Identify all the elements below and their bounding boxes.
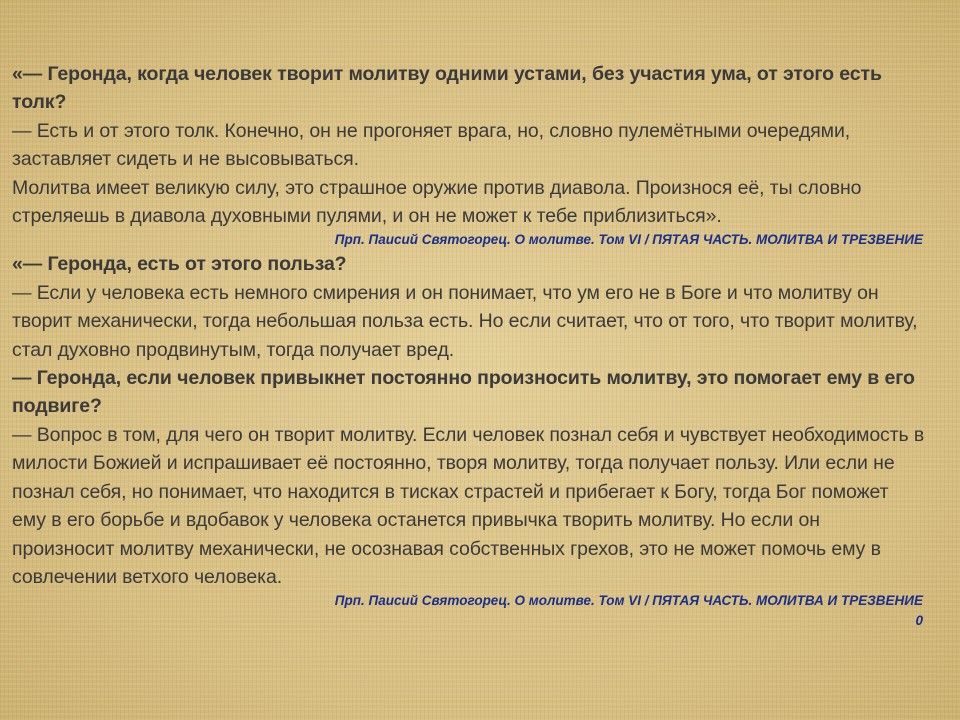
citation-2: Прп. Паисий Святогорец. О молитве. Том VI / ПЯТАЯ ЧАСТЬ. МОЛИТВА И ТРЕЗВЕНИЕ	[334, 593, 923, 609]
citation-1: Прп. Паисий Святогорец. О молитве. Том VI / ПЯТАЯ ЧАСТЬ. МОЛИТВА И ТРЕЗВЕНИЕ	[334, 232, 923, 248]
answer-1b: Молитва имеет великую силу, это страшное оружие против диавола. Произнося её, ты словно стреляешь в диавола духовными пулями, и он не может к тебе приблизиться».	[12, 176, 862, 228]
answer-1a: — Есть и от этого толк. Конечно, он не прогоняет врага, но, словно пулемётными очередями, заставляет сидеть и не высовываться.	[12, 119, 851, 171]
slide-body	[12, 60, 927, 715]
citation-2-suffix: 0	[915, 613, 923, 629]
question-1: «— Геронда, когда человек творит молитву одними устами, без участия ума, от этого есть толк?	[12, 63, 882, 114]
answer-2: — Если у человека есть немного смирения и он понимает, что ум его не в Боге и что молитву он творит механически, тогда небольшая польза есть. Но если считает, что от того, что творит молитву, стал духовно продвинутым, тогда получает вред.	[12, 281, 918, 361]
question-2: «— Геронда, есть от этого польза?	[12, 253, 347, 276]
answer-3: — Вопрос в том, для чего он творит молитву. Если человек познал себя и чувствует необходимость в милости Божией и испрашивает её постоянно, творя молитву, тогда получает пользу. Или если не познал себя, но понимает, что находится в тисках страстей и прибегает к Богу, тогда Бог поможет ему в его борьбе и вдобавок у человека останется привычка творить молитву. Но если он произносит молитву механически, не осознавая собственных грехов, это не может помочь ему в совлечении ветхого человека.	[12, 423, 925, 588]
question-3: — Геронда, если человек привыкнет постоянно произносить молитву, это помогает ему в его подвиге?	[12, 367, 915, 418]
